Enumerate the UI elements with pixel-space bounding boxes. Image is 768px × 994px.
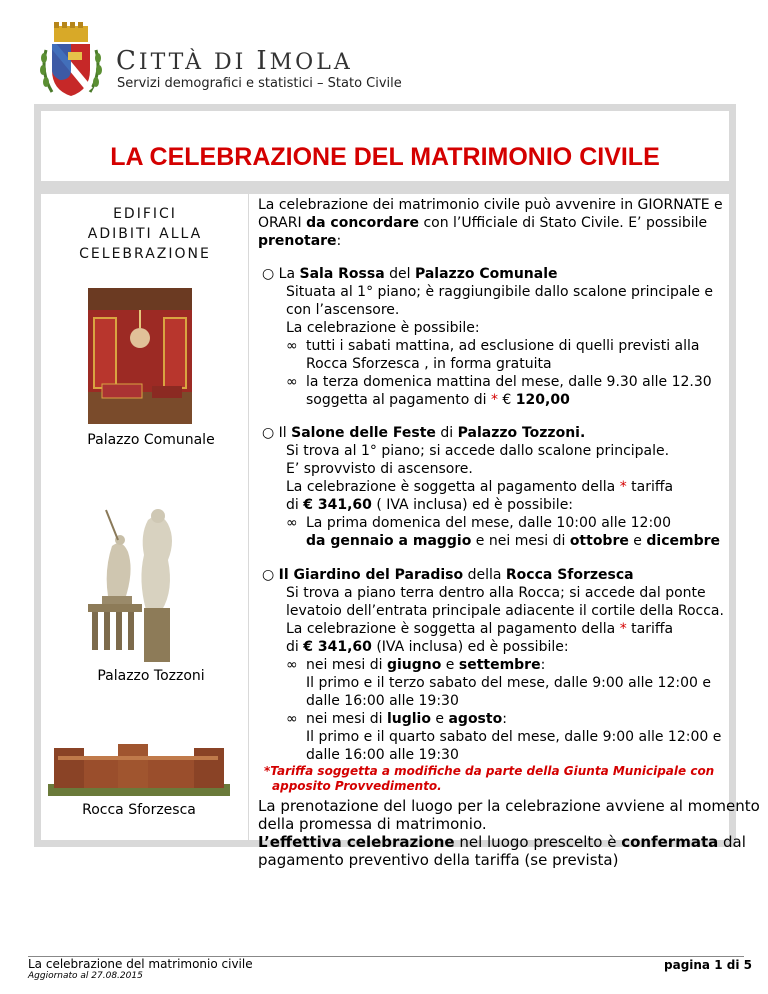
infinity-bullet-icon: ∞ <box>286 711 298 727</box>
sala-rossa-heading: ○ La Sala Rossa del Palazzo Comunale <box>262 266 558 282</box>
infinity-bullet-icon: ∞ <box>286 657 298 673</box>
giardino-line-3: La celebrazione è soggetta al pagamento della * tariffa <box>286 621 674 637</box>
sala-line-1: Situata al 1° piano; è raggiungibile dallo scalone principale e <box>286 284 714 300</box>
giardino-bullet-1: ∞ nei mesi di giugno e settembre: <box>286 657 546 673</box>
salone-line-2: E’ sprovvisto di ascensore. <box>286 461 473 477</box>
salone-bullet-1-cont: da gennaio a maggio e nei mesi di ottobre e dicembre <box>306 533 720 549</box>
giardino-line-1: Si trova a piano terra dentro alla Rocca; si accede dal ponte <box>286 585 706 601</box>
circle-bullet-icon: ○ <box>262 266 275 282</box>
giardino-heading: ○ Il Giardino del Paradiso della Rocca Sforzesca <box>262 567 634 583</box>
sala-bullet-2: ∞ la terza domenica mattina del mese, dalle 9.30 alle 12.30 <box>286 374 712 390</box>
intro-line-3: prenotare: <box>258 233 342 249</box>
sala-bullet-1: ∞ tutti i sabati mattina, ad esclusione di quelli previsti alla <box>286 338 700 354</box>
tariff-note-line-1: *Tariffa soggetta a modifiche da parte della Giunta Municipale con <box>264 764 715 778</box>
title-frame <box>34 104 736 188</box>
rocca-sforzesca-photo <box>48 740 230 796</box>
footer-updated-date: Aggiornato al 27.08.2015 <box>28 971 143 981</box>
intro-line-2: ORARI da concordare con l’Ufficiale di Stato Civile. E’ possibile <box>258 215 708 231</box>
footer-document-title: La celebrazione del matrimonio civile <box>28 957 253 971</box>
closing-line-4: pagamento preventivo della tariffa (se prevista) <box>258 851 619 869</box>
closing-line-1: La prenotazione del luogo per la celebrazione avviene al momento <box>258 797 760 815</box>
department-subtitle: Servizi demografici e statistici – Stato Civile <box>117 76 402 91</box>
closing-line-2: della promessa di matrimonio. <box>258 815 487 833</box>
city-crest-logo <box>38 20 104 102</box>
intro-line-1: La celebrazione dei matrimonio civile può avvenire in GIORNATE e <box>258 197 723 213</box>
buildings-heading: EDIFICI ADIBITI ALLA CELEBRAZIONE <box>79 206 211 262</box>
giardino-bullet-2: ∞ nei mesi di luglio e agosto: <box>286 711 507 727</box>
giardino-bullet-1-l2: dalle 16:00 alle 19:30 <box>306 693 459 709</box>
page-title: LA CELEBRAZIONE DEL MATRIMONIO CIVILE <box>110 143 660 171</box>
circle-bullet-icon: ○ <box>262 425 275 441</box>
footer-page-number: pagina 1 di 5 <box>664 958 752 972</box>
caption-palazzo-comunale: Palazzo Comunale <box>87 432 215 448</box>
salone-line-3: La celebrazione è soggetta al pagamento della * tariffa <box>286 479 674 495</box>
sala-line-3: La celebrazione è possibile: <box>286 320 480 336</box>
infinity-bullet-icon: ∞ <box>286 338 298 354</box>
giardino-bullet-1-l1: Il primo e il terzo sabato del mese, dalle 9:00 alle 12:00 e <box>306 675 711 691</box>
giardino-bullet-2-l2: dalle 16:00 alle 19:30 <box>306 747 459 763</box>
column-divider <box>248 194 249 840</box>
infinity-bullet-icon: ∞ <box>286 515 298 531</box>
salone-line-1: Si trova al 1° piano; si accede dallo scalone principale. <box>286 443 670 459</box>
caption-palazzo-tozzoni: Palazzo Tozzoni <box>97 668 205 684</box>
city-name: CITTÀ DI IMOLA <box>116 46 353 76</box>
infinity-bullet-icon: ∞ <box>286 374 298 390</box>
tariff-note-line-2: apposito Provvedimento. <box>272 779 442 793</box>
giardino-line-2: levatoio dell’entrata principale adiacente il cortile della Rocca. <box>286 603 724 619</box>
salone-bullet-1: ∞ La prima domenica del mese, dalle 10:00 alle 12:00 <box>286 515 671 531</box>
sala-rossa-photo <box>88 288 192 424</box>
salone-heading: ○ Il Salone delle Feste di Palazzo Tozzoni. <box>262 425 586 441</box>
closing-line-3: L’effettiva celebrazione nel luogo prescelto è confermata dal <box>258 833 746 851</box>
sala-line-2: con l’ascensore. <box>286 302 400 318</box>
caption-rocca-sforzesca: Rocca Sforzesca <box>82 802 196 818</box>
giardino-line-4: di € 341,60 (IVA inclusa) ed è possibile: <box>286 639 569 655</box>
salone-line-4: di € 341,60 ( IVA inclusa) ed è possibile: <box>286 497 574 513</box>
giardino-bullet-2-l1: Il primo e il quarto sabato del mese, dalle 9:00 alle 12:00 e <box>306 729 722 745</box>
sala-bullet-1-cont: Rocca Sforzesca , in forma gratuita <box>306 356 552 372</box>
sala-bullet-2-cont: soggetta al pagamento di * € 120,00 <box>306 392 570 408</box>
palazzo-tozzoni-statues-photo <box>88 500 192 662</box>
circle-bullet-icon: ○ <box>262 567 275 583</box>
